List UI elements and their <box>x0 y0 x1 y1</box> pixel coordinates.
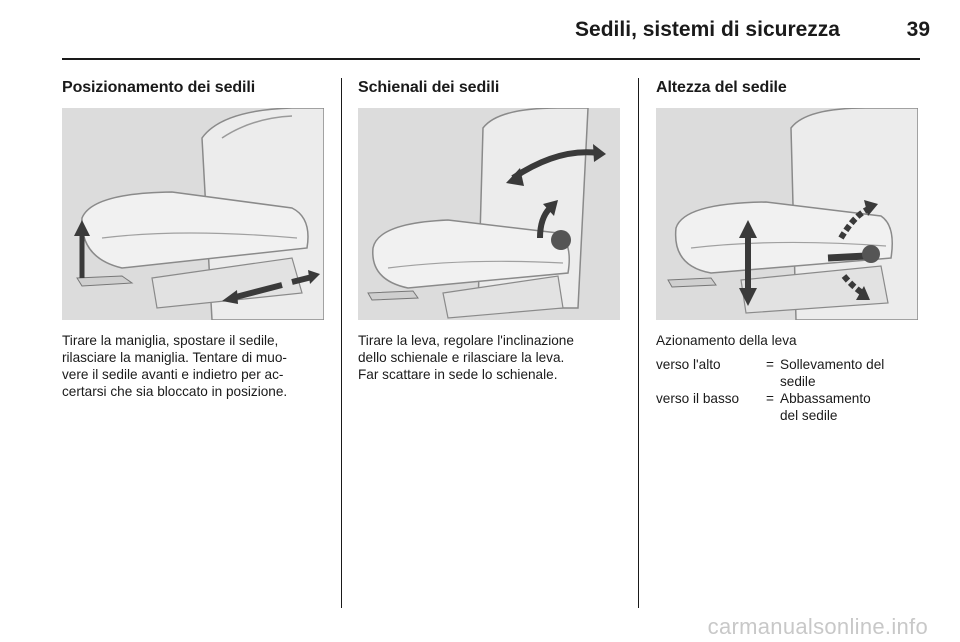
lever-equals: = <box>766 357 774 372</box>
section-heading: Schienali dei sedili <box>358 79 500 96</box>
seat-backrest-illustration <box>358 108 620 320</box>
column-divider <box>341 78 342 608</box>
section-heading: Posizionamento dei sedili <box>62 79 256 96</box>
section-heading: Altezza del sedile <box>656 79 787 96</box>
body-line: Far scattare in sede lo schienale. <box>358 367 558 382</box>
seat-height-illustration <box>656 108 918 320</box>
body-line: dello schienale e rilasciare la leva. <box>358 350 565 365</box>
lever-definition <box>780 390 920 424</box>
lever-definition-line: del sedile <box>780 408 838 423</box>
section-intro: Azionamento della leva <box>656 333 797 348</box>
section-seat-height <box>656 76 920 423</box>
section-seat-backrest <box>358 76 622 382</box>
page-title: Sedili, sistemi di sicurezza <box>575 18 840 41</box>
lever-list <box>656 356 920 424</box>
lever-definition-line: Abbassamento <box>780 391 871 406</box>
seat-position-illustration <box>62 108 324 320</box>
page-number: 39 <box>906 18 930 41</box>
section-body <box>358 332 624 383</box>
body-line: certarsi che sia bloccato in posizione. <box>62 384 288 399</box>
lever-definition-line: sedile <box>780 374 816 389</box>
body-line: Tirare la maniglia, spostare il sedile, <box>62 333 279 348</box>
body-line: rilasciare la maniglia. Tentare di muo- <box>62 350 287 365</box>
section-seat-position <box>62 76 326 399</box>
lever-term: verso il basso <box>656 391 740 406</box>
column-divider <box>638 78 639 608</box>
body-line: Tirare la leva, regolare l'inclinazione <box>358 333 574 348</box>
header-rule <box>62 58 920 60</box>
section-body <box>62 332 328 400</box>
lever-row-up <box>656 356 920 390</box>
body-line: vere il sedile avanti e indietro per ac- <box>62 367 284 382</box>
lever-row-down <box>656 390 920 424</box>
lever-term: verso l'alto <box>656 357 721 372</box>
lever-definition-line: Sollevamento del <box>780 357 885 372</box>
watermark: carmanualsonline.info <box>707 614 928 639</box>
lever-definition <box>780 356 920 390</box>
lever-equals: = <box>766 391 774 406</box>
